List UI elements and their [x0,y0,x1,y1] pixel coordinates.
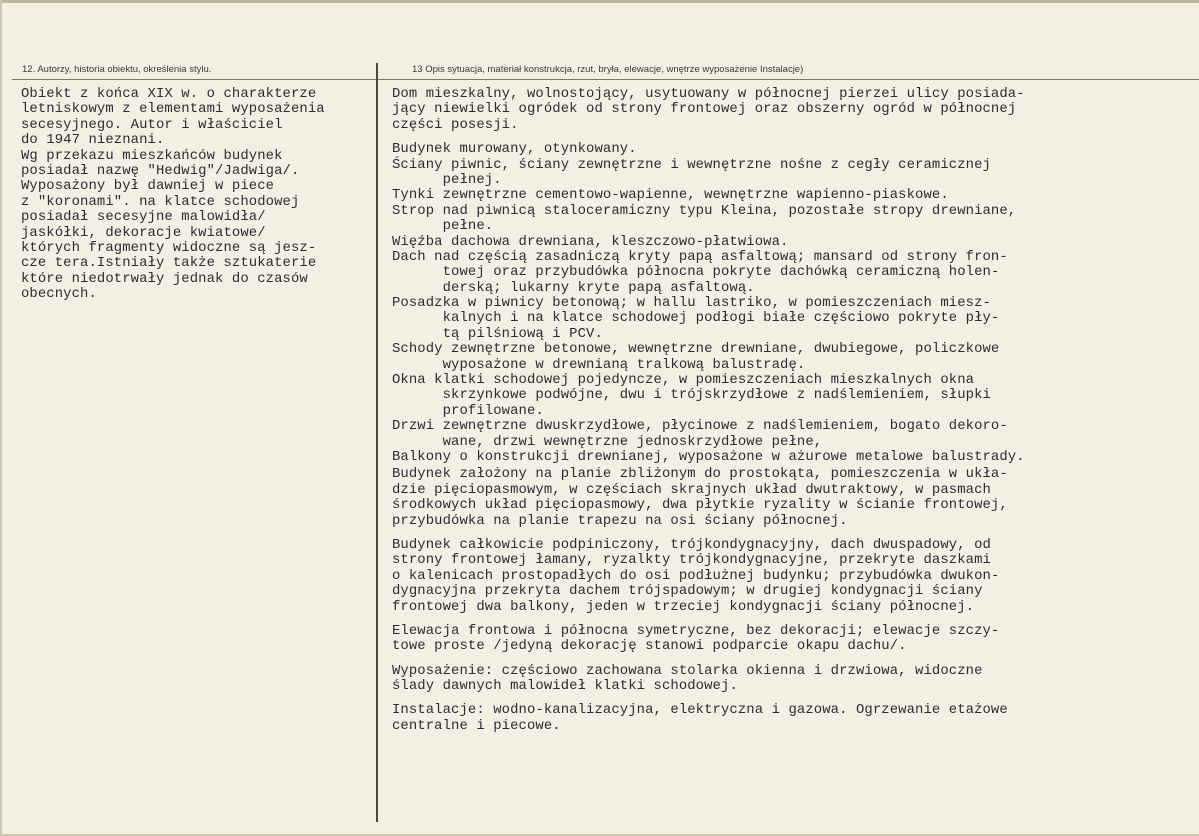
description-line: środkowych układ pięciopasmowy, dwa płytkie ryzality w ścianie frontowej, [392,497,1008,514]
history-line: których fragmenty widoczne są jesz- [21,239,317,256]
description-line: Dach nad częścią zasadniczą kryty papą asfaltową; mansard od strony fron- [392,248,1008,265]
history-line: jaskółki, dekoracje kwiatowe/ [21,224,266,241]
card-top-edge [2,0,1199,3]
description-line: wyposażone w drewnianą tralkową balustradę. [392,356,806,373]
description-line: centralne i piecowe. [392,717,561,734]
history-line: Obiekt z końca XIX w. o charakterze [21,86,317,102]
description-line: Instalacje: wodno-kanalizacyjna, elektryczna i gazowa. Ogrzewanie etażowe [392,702,1008,719]
description-paragraph [392,703,1192,734]
description-line: o kalenicach prostopadłych do osi podłużnej budynku; przybudówka dwukon- [392,567,1000,584]
description-line: Budynek murowany, otynkowany. [392,141,637,158]
history-line: które niedotrwały jednak do czasów [21,270,308,287]
history-line: posiadał secesyjne malowidła/ [21,209,266,226]
description-line: Okna klatki schodowej pojedyncze, w pomieszczeniach mieszkalnych okna [392,372,975,389]
description-column [392,87,1192,743]
description-line: wane, drzwi wewnętrzne jednoskrzydłowe pełne, [392,433,823,450]
description-line: Drzwi zewnętrzne dwuskrzydłowe, płycinowe z nadślemieniem, bogato dekoro- [392,418,1008,435]
description-line: Elewacja frontowa i północna symetryczne, bez dekoracji; elewacje szczy- [392,622,1000,639]
description-line: jący niewielki ogródek od strony frontowej oraz obszerny ogród w północnej [392,101,1017,118]
history-line: Wyposażony był dawniej w piece [21,178,275,195]
description-line: Balkony o konstrukcji drewnianej, wyposażone w ażurowe metalowe balustrady. [392,448,1025,465]
history-line: posiadał nazwę "Hedwig"/Jadwiga/. [21,162,300,179]
description-paragraph [392,664,1192,695]
description-line: towej oraz przybudówka północna pokryte dachówką ceramiczną holen- [392,264,1000,281]
history-line: z "koronami". na klatce schodowej [21,193,300,210]
description-line: Tynki zewnętrzne cementowo-wapienne, wewnętrzne wapienno-piaskowe. [392,187,949,204]
description-paragraph [392,87,1192,133]
description-line: Posadzka w piwnicy betonową; w hallu lastriko, w pomieszczeniach miesz- [392,295,991,312]
history-line: letniskowym z elementami wyposażenia [21,101,325,118]
description-paragraph [392,624,1192,655]
description-line: Budynek założony na planie zbliżonym do prostokąta, pomieszczenia w ukła- [392,466,1008,483]
description-line: dzie pięciopasmowym, w częściach skrajnych układ dwutraktowy, w pasmach [392,481,991,498]
description-paragraph [392,467,1192,529]
description-line: Budynek całkowicie podpiniczony, trójkondygnacyjny, dach dwuspadowy, od [392,536,991,553]
history-line: obecnych. [21,286,97,303]
history-line: do 1947 nieznani. [21,132,165,149]
description-line: pełne. [392,218,494,235]
description-paragraph [392,142,1192,465]
description-line: derską; lukarny kryte papą asfaltową. [392,279,755,296]
description-line: kalnych i na klatce schodowej podłogi białe częściowo pokryte pły- [392,310,1000,327]
description-line: Strop nad piwnicą staloceramiczny typu Kleina, pozostałe stropy drewniane, [392,202,1017,219]
description-line: pełnej. [392,171,502,188]
description-line: Schody zewnętrzne betonowe, wewnętrzne drewniane, dwubiegowe, policzkowe [392,341,1000,358]
description-line: części posesji. [392,116,519,133]
description-line: ślady dawnych malowideł klatki schodowej. [392,678,738,695]
description-line: profilowane. [392,402,544,419]
header-section-13: 13 Opis sytuacja, materiał konstrukcja, rzut, bryła, elewacje, wnętrze wyposażenie Instalacje) [412,64,804,75]
description-line: Ściany piwnic, ściany zewnętrzne i wewnętrzne nośne z cegły ceramicznej [392,156,991,173]
history-line: Wg przekazu mieszkańców budynek [21,147,283,164]
description-line: dygnacyjna przekryta dachem trójspadowym; w drugiej kondygnacji ściany [392,583,983,600]
description-line: skrzynkowe podwójne, dwu i trójskrzydłowe z nadślemieniem, słupki [392,387,991,404]
history-line: secesyjnego. Autor i właściciel [21,116,283,133]
description-line: towe proste /jedyną dekorację stanowi podparcie okapu dachu/. [392,638,907,655]
description-paragraph [392,538,1192,615]
history-column [21,87,373,302]
description-line: frontowej dwa balkony, jeden w trzeciej kondygnacji ściany północnej. [392,598,975,615]
description-line: tą pilśniową i PCV. [392,325,603,342]
column-divider [376,63,378,822]
description-line: strony frontowej łamany, ryzalkty trójkondygnacyjne, przekryte daszkami [392,552,991,569]
description-line: Dom mieszkalny, wolnostojący, usytuowany w północnej pierzei ulicy posiada- [392,86,1025,102]
description-line: Więźba dachowa drewniana, kleszczowo-płatwiowa. [392,233,789,250]
header-section-12: 12. Autorzy, historia obiektu, określenia stylu. [22,64,212,75]
description-line: Wyposażenie: częściowo zachowana stolarka okienna i drzwiowa, widoczne [392,662,983,679]
header-rule [12,79,1199,80]
history-line: cze tera.Istniały także sztukaterie [21,255,317,272]
description-line: przybudówka na planie trapezu na osi ściany północnej. [392,512,848,529]
